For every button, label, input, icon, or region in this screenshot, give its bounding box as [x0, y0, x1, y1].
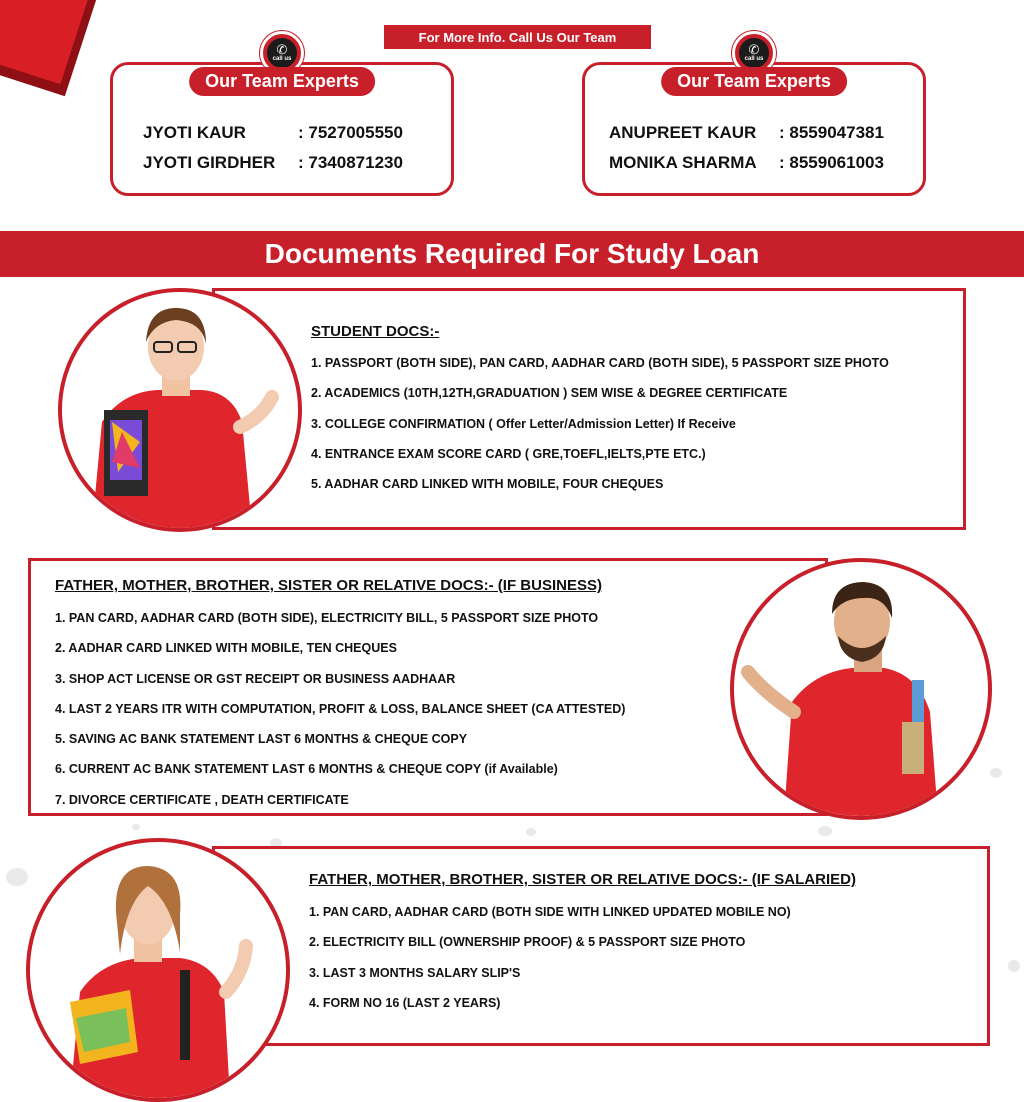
contact-name: MONIKA SHARMA [609, 153, 757, 172]
salaried-docs-list [309, 903, 791, 1024]
business-docs-title: FATHER, MOTHER, BROTHER, SISTER OR RELATIVE DOCS:- (IF BUSINESS) [55, 577, 602, 594]
info-banner: For More Info. Call Us Our Team [384, 25, 651, 49]
list-item: 5. AADHAR CARD LINKED WITH MOBILE, FOUR CHEQUES [311, 477, 664, 492]
list-item: 2. AADHAR CARD LINKED WITH MOBILE, TEN CHEQUES [55, 641, 397, 656]
list-item: 2. ELECTRICITY BILL (OWNERSHIP PROOF) & 5 PASSPORT SIZE PHOTO [309, 935, 746, 950]
list-item: 6. CURRENT AC BANK STATEMENT LAST 6 MONTHS & CHEQUE COPY (if Available) [55, 762, 558, 777]
list-item: 5. SAVING AC BANK STATEMENT LAST 6 MONTHS & CHEQUE COPY [55, 732, 468, 747]
list-item: 3. LAST 3 MONTHS SALARY SLIP'S [309, 965, 521, 980]
contact-entry [143, 153, 403, 173]
contact-box-right [582, 42, 926, 196]
list-item: 1. PASSPORT (BOTH SIDE), PAN CARD, AADHAR CARD (BOTH SIDE), 5 PASSPORT SIZE PHOTO [311, 356, 889, 370]
phone-icon: ✆ call us [260, 31, 304, 75]
list-item: 1. PAN CARD, AADHAR CARD (BOTH SIDE WITH LINKED UPDATED MOBILE NO) [309, 905, 791, 919]
contact-entry [609, 153, 884, 173]
contact-phone[interactable]: : 7340871230 [298, 153, 403, 172]
salaried-docs-box [212, 846, 990, 1046]
business-docs-list [55, 609, 625, 821]
business-docs-box [28, 558, 828, 816]
student-photo [58, 288, 302, 532]
team-experts-title: Our Team Experts [189, 67, 375, 96]
contact-phone[interactable]: : 7527005550 [298, 123, 403, 142]
salaried-photo [26, 838, 290, 1102]
contact-box-left [110, 42, 454, 196]
decor-dot [132, 824, 140, 830]
contact-phone[interactable]: : 8559047381 [779, 123, 884, 142]
student-docs-list [311, 354, 889, 505]
list-item: 3. SHOP ACT LICENSE OR GST RECEIPT OR BUSINESS AADHAAR [55, 671, 456, 686]
phone-icon: ✆ call us [732, 31, 776, 75]
list-item: 7. DIVORCE CERTIFICATE , DEATH CERTIFICATE [55, 792, 349, 807]
list-item: 4. FORM NO 16 (LAST 2 YEARS) [309, 995, 501, 1010]
contact-phone[interactable]: : 8559061003 [779, 153, 884, 172]
section-title: Documents Required For Study Loan [0, 231, 1024, 277]
salaried-docs-title: FATHER, MOTHER, BROTHER, SISTER OR RELATIVE DOCS:- (IF SALARIED) [309, 871, 856, 888]
contact-name: JYOTI GIRDHER [143, 153, 276, 172]
contact-name: JYOTI KAUR [143, 123, 246, 142]
student-docs-box [212, 288, 966, 530]
list-item: 3. COLLEGE CONFIRMATION ( Offer Letter/Admission Letter) If Receive [311, 416, 736, 431]
decor-dot [6, 868, 28, 886]
student-docs-title: STUDENT DOCS:- [311, 323, 440, 340]
decor-dot [990, 768, 1002, 778]
contact-name: ANUPREET KAUR [609, 123, 757, 142]
decor-dot [1008, 960, 1020, 972]
team-experts-title: Our Team Experts [661, 67, 847, 96]
decor-dot [526, 828, 536, 836]
contact-entry [609, 123, 884, 143]
contact-entry [143, 123, 403, 143]
decor-dot [818, 826, 832, 836]
list-item: 1. PAN CARD, AADHAR CARD (BOTH SIDE), ELECTRICITY BILL, 5 PASSPORT SIZE PHOTO [55, 611, 599, 625]
business-photo [730, 558, 992, 820]
list-item: 4. LAST 2 YEARS ITR WITH COMPUTATION, PROFIT & LOSS, BALANCE SHEET (CA ATTESTED) [55, 701, 626, 716]
corner-decoration [0, 0, 94, 84]
list-item: 4. ENTRANCE EXAM SCORE CARD ( GRE,TOEFL,IELTS,PTE ETC.) [311, 446, 706, 461]
list-item: 2. ACADEMICS (10TH,12TH,GRADUATION ) SEM WISE & DEGREE CERTIFICATE [311, 386, 788, 401]
